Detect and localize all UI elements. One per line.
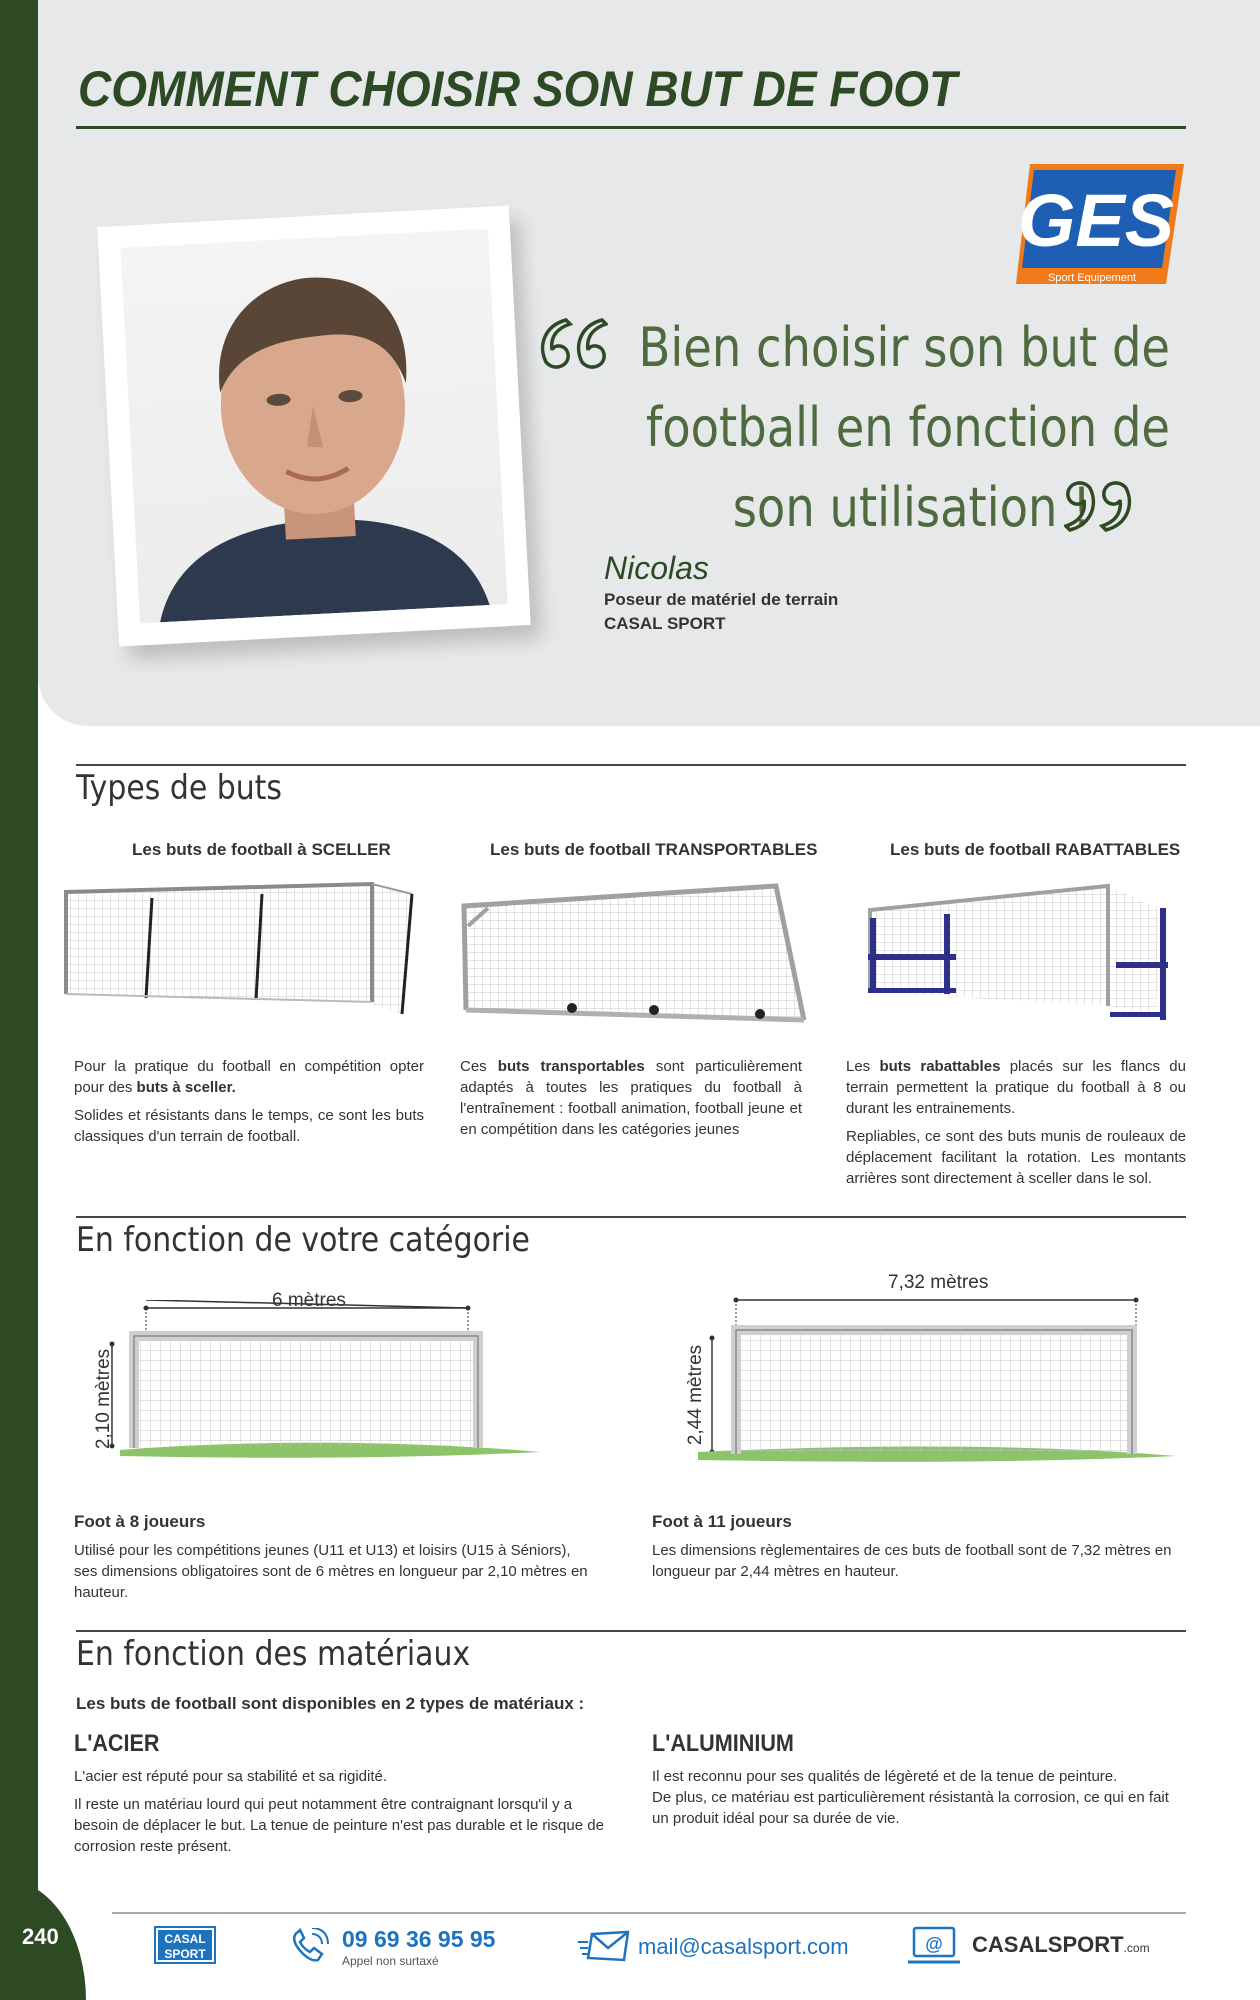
type-sceller-paragraph-2: Solides et résistants dans le temps, ce sont les buts classiques d'un terrain de football. (74, 1107, 424, 1145)
goal-11-diagram (680, 1290, 1180, 1480)
type-description-rabattables (846, 1056, 1186, 1196)
section-divider (76, 764, 1186, 766)
category-11-text: Les dimensions règlementaires de ces buts de football sont de 7,32 mètres en longueur par 2,44 mètres en hauteur. (652, 1542, 1172, 1580)
materials-intro: Les buts de football sont disponibles en 2 types de matériaux : (76, 1694, 585, 1713)
type-heading-transportables: Les buts de football TRANSPORTABLES (490, 840, 818, 859)
ges-logo (1016, 164, 1184, 284)
goal-8-width-label: 6 mètres (272, 1290, 346, 1311)
category-11-heading: Foot à 11 joueurs (652, 1512, 792, 1531)
type-rabattables-paragraph-1: Les buts rabattables placés sur les flancs du terrain permettent la pratique du football à 8 ou durant les entrainements. (846, 1058, 1186, 1117)
quote-line-1: Bien choisir son but de (638, 316, 1170, 379)
material-steel-paragraph-2: Il reste un matériau lourd qui peut notamment être contraignant lorsqu'il y a besoin de déplacer le but. La tenue de peinture n'est pas durable et le risque de corrosion reste présent. (74, 1796, 604, 1855)
type-rabattables-paragraph-2: Repliables, ce sont des buts munis de rouleaux de déplacement facilitant la rotation. Les montants arrières sont directement à sceller dans le sol. (846, 1128, 1186, 1187)
category-8-text: Utilisé pour les compétitions jeunes (U11 et U13) et loisirs (U15 à Séniors), ses dimensions obligatoires sont de 6 mètres en longueur par 2,10 mètres en hauteur. (74, 1542, 588, 1601)
goal-8-height-label: 2,10 mètres (93, 1348, 115, 1450)
section-divider (76, 1630, 1186, 1632)
ges-logo-tagline: Sport Equipement (1047, 272, 1137, 284)
footer-email[interactable]: mail@casalsport.com (638, 1934, 849, 1959)
mail-icon (578, 1928, 630, 1964)
footer-website-name: CASALSPORT (972, 1932, 1124, 1957)
goal-sceller-image (62, 876, 422, 1024)
footer-phone-note: Appel non surtaxé (342, 1954, 439, 1968)
type-heading-sceller: Les buts de football à SCELLER (132, 840, 391, 859)
material-steel-paragraph-1: L'acier est réputé pour sa stabilité et sa rigidité. (74, 1768, 388, 1785)
category-8-heading: Foot à 8 joueurs (74, 1512, 206, 1531)
material-steel-text (74, 1766, 614, 1864)
page-title: COMMENT CHOISIR SON BUT DE FOOT (78, 61, 958, 117)
footer-divider (112, 1912, 1186, 1914)
quote-close-icon (1064, 478, 1136, 534)
footer-website-suffix: .com (1123, 1941, 1150, 1955)
type-heading-rabattables: Les buts de football RABATTABLES (890, 840, 1181, 859)
phone-icon (290, 1928, 330, 1964)
ges-logo-text: GES (1017, 179, 1175, 262)
footer-website[interactable] (972, 1932, 1150, 1958)
section-title-categories: En fonction de votre catégorie (76, 1220, 530, 1260)
material-aluminium-text (652, 1766, 1186, 1836)
portrait-illustration (120, 229, 507, 624)
goal-8-diagram (80, 1300, 550, 1480)
portrait-photo (120, 229, 507, 624)
material-aluminium-heading: L'ALUMINIUM (652, 1730, 794, 1757)
goal-rabattables-image (860, 878, 1178, 1026)
type-transportables-paragraph-1: Ces buts transportables sont particulièrement adaptés à toutes les pratiques du football à l'entraînement : football animation, football jeune et en compétition dans les catégories jeunes (460, 1058, 803, 1138)
type-description-transportables (460, 1056, 802, 1147)
section-divider (76, 1216, 1186, 1218)
left-color-band (0, 0, 38, 2000)
goal-11-width-label: 7,32 mètres (888, 1272, 989, 1293)
footer-phone[interactable]: 09 69 36 95 95 (342, 1926, 496, 1952)
quote-line-2: football en fonction de (645, 396, 1170, 459)
website-icon (908, 1926, 960, 1966)
quote-author-role: Poseur de matériel de terrain (604, 590, 839, 609)
material-steel-heading: L'ACIER (74, 1730, 160, 1757)
type-sceller-paragraph-1: Pour la pratique du football en compétition opter pour des buts à sceller. (74, 1058, 424, 1096)
material-aluminium-paragraph-1: Il est reconnu pour ses qualités de légèreté et de la tenue de peinture. (652, 1768, 1118, 1785)
quote-line-3: son utilisation ! (732, 476, 1091, 539)
type-description-sceller (74, 1056, 424, 1154)
section-title-materials: En fonction des matériaux (76, 1634, 471, 1674)
section-title-types: Types de buts (76, 768, 283, 808)
goal-11-height-label: 2,44 mètres (685, 1344, 707, 1446)
svg-text:@: @ (925, 1934, 943, 1954)
page-number: 240 (22, 1924, 59, 1949)
casal-logo-line-1: CASAL (164, 1932, 206, 1946)
goal-transportables-image (458, 880, 814, 1028)
quote-author-company: CASAL SPORT (604, 614, 726, 633)
portrait-photo-frame (97, 206, 530, 647)
material-aluminium-paragraph-2: De plus, ce matériau est particulièrement résistantà la corrosion, ce qui en fait un produit idéal pour sa durée de vie. (652, 1789, 1169, 1827)
casal-logo-line-2: SPORT (164, 1947, 206, 1961)
casal-sport-logo (156, 1928, 214, 1962)
quote-author-name: Nicolas (604, 550, 709, 586)
title-underline (76, 126, 1186, 129)
